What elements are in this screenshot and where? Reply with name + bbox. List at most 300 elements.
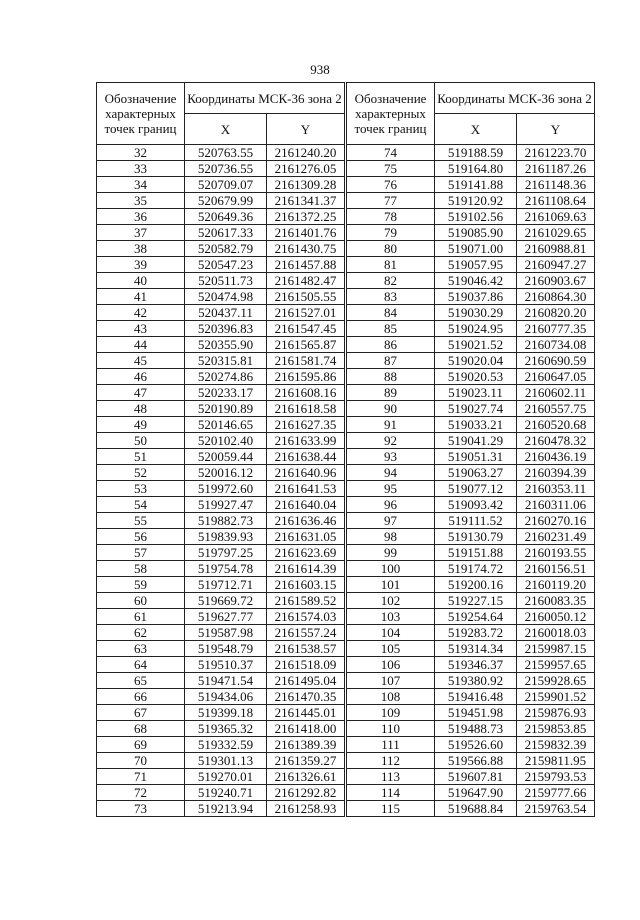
y-coordinate-cell: 2160520.68 (517, 417, 595, 433)
y-coordinate-cell: 2160864.30 (517, 289, 595, 305)
y-coordinate-cell: 2159832.39 (517, 737, 595, 753)
x-coordinate-cell: 520679.99 (185, 193, 267, 209)
table-row (347, 273, 595, 289)
table-row (97, 689, 345, 705)
x-coordinate-cell: 519037.86 (435, 289, 517, 305)
x-coordinate-cell: 519151.88 (435, 545, 517, 561)
x-coordinate-cell: 519200.16 (435, 577, 517, 593)
point-number-cell: 88 (347, 369, 435, 385)
x-coordinate-cell: 519164.80 (435, 161, 517, 177)
point-number-cell: 46 (97, 369, 185, 385)
x-coordinate-cell: 519607.81 (435, 769, 517, 785)
point-number-cell: 66 (97, 689, 185, 705)
y-coordinate-cell: 2161276.05 (267, 161, 345, 177)
point-number-cell: 105 (347, 641, 435, 657)
x-coordinate-cell: 519434.06 (185, 689, 267, 705)
point-number-cell: 50 (97, 433, 185, 449)
x-coordinate-cell: 519141.88 (435, 177, 517, 193)
x-coordinate-cell: 519669.72 (185, 593, 267, 609)
table-row (97, 657, 345, 673)
table-row (347, 449, 595, 465)
y-coordinate-cell: 2160119.20 (517, 577, 595, 593)
y-coordinate-cell: 2161641.53 (267, 481, 345, 497)
point-number-cell: 65 (97, 673, 185, 689)
table-row (97, 481, 345, 497)
point-number-cell: 95 (347, 481, 435, 497)
coordinates-header: Координаты МСК-36 зона 2 (435, 83, 595, 114)
point-number-cell: 42 (97, 305, 185, 321)
point-number-cell: 85 (347, 321, 435, 337)
y-coordinate-cell: 2159763.54 (517, 801, 595, 817)
table-row (347, 369, 595, 385)
table-row (347, 625, 595, 641)
y-coordinate-cell: 2160602.11 (517, 385, 595, 401)
y-coordinate-cell: 2159853.85 (517, 721, 595, 737)
point-number-cell: 37 (97, 225, 185, 241)
point-number-cell: 86 (347, 337, 435, 353)
point-number-cell: 98 (347, 529, 435, 545)
point-number-cell: 43 (97, 321, 185, 337)
point-number-cell: 67 (97, 705, 185, 721)
point-number-cell: 53 (97, 481, 185, 497)
y-coordinate-cell: 2161470.35 (267, 689, 345, 705)
table-row (347, 529, 595, 545)
y-coordinate-cell: 2161595.86 (267, 369, 345, 385)
point-number-cell: 81 (347, 257, 435, 273)
point-number-cell: 84 (347, 305, 435, 321)
y-coordinate-cell: 2161589.52 (267, 593, 345, 609)
table-row (97, 625, 345, 641)
point-number-cell: 39 (97, 257, 185, 273)
x-coordinate-cell: 519213.94 (185, 801, 267, 817)
table-row (347, 305, 595, 321)
table-body-left (97, 145, 345, 817)
point-number-cell: 71 (97, 769, 185, 785)
table-row (97, 785, 345, 801)
y-coordinate-cell: 2161401.76 (267, 225, 345, 241)
x-coordinate-cell: 519488.73 (435, 721, 517, 737)
point-number-cell: 49 (97, 417, 185, 433)
y-coordinate-cell: 2161631.05 (267, 529, 345, 545)
table-row (347, 577, 595, 593)
y-coordinate-cell: 2160947.27 (517, 257, 595, 273)
point-number-cell: 74 (347, 145, 435, 161)
y-coordinate-cell: 2159928.65 (517, 673, 595, 689)
table-row (347, 609, 595, 625)
y-coordinate-cell: 2161341.37 (267, 193, 345, 209)
table-row (347, 497, 595, 513)
point-number-cell: 69 (97, 737, 185, 753)
x-coordinate-cell: 519283.72 (435, 625, 517, 641)
y-coordinate-cell: 2160647.05 (517, 369, 595, 385)
y-coordinate-cell: 2161309.28 (267, 177, 345, 193)
table-row (97, 321, 345, 337)
point-designation-header: Обозначение характерных точек границ (97, 83, 185, 145)
y-coordinate-cell: 2161538.57 (267, 641, 345, 657)
x-coordinate-cell: 519647.90 (435, 785, 517, 801)
x-coordinate-cell: 519174.72 (435, 561, 517, 577)
x-coordinate-cell: 519314.34 (435, 641, 517, 657)
y-coordinate-cell: 2161418.00 (267, 721, 345, 737)
table-row (97, 337, 345, 353)
x-coordinate-cell: 519270.01 (185, 769, 267, 785)
x-coordinate-cell: 519380.92 (435, 673, 517, 689)
x-coordinate-cell: 519120.92 (435, 193, 517, 209)
coordinates-table-left (96, 82, 345, 817)
y-coordinate-cell: 2161557.24 (267, 625, 345, 641)
x-coordinate-cell: 519046.42 (435, 273, 517, 289)
y-coordinate-cell: 2160557.75 (517, 401, 595, 417)
x-coordinate-cell: 519020.04 (435, 353, 517, 369)
point-number-cell: 109 (347, 705, 435, 721)
y-coordinate-cell: 2161482.47 (267, 273, 345, 289)
point-number-cell: 76 (347, 177, 435, 193)
x-coordinate-cell: 519301.13 (185, 753, 267, 769)
y-coordinate-cell: 2160311.06 (517, 497, 595, 513)
y-coordinate-cell: 2161445.01 (267, 705, 345, 721)
x-coordinate-cell: 519023.11 (435, 385, 517, 401)
point-number-cell: 59 (97, 577, 185, 593)
point-number-cell: 82 (347, 273, 435, 289)
x-coordinate-cell: 519240.71 (185, 785, 267, 801)
point-number-cell: 102 (347, 593, 435, 609)
table-row (347, 401, 595, 417)
point-number-cell: 41 (97, 289, 185, 305)
point-number-cell: 40 (97, 273, 185, 289)
x-coordinate-cell: 520582.79 (185, 241, 267, 257)
x-coordinate-cell: 519688.84 (435, 801, 517, 817)
table-row (97, 289, 345, 305)
point-number-cell: 114 (347, 785, 435, 801)
x-coordinate-cell: 519093.42 (435, 497, 517, 513)
table-row (97, 609, 345, 625)
point-number-cell: 97 (347, 513, 435, 529)
table-row (97, 177, 345, 193)
table-row (347, 257, 595, 273)
y-coordinate-cell: 2161240.20 (267, 145, 345, 161)
y-coordinate-cell: 2161292.82 (267, 785, 345, 801)
y-coordinate-cell: 2160436.19 (517, 449, 595, 465)
table-row (97, 801, 345, 817)
table-row (347, 337, 595, 353)
x-coordinate-cell: 519712.71 (185, 577, 267, 593)
table-row (97, 145, 345, 161)
table-row (97, 705, 345, 721)
x-coordinate-cell: 520315.81 (185, 353, 267, 369)
point-number-cell: 112 (347, 753, 435, 769)
table-row (97, 545, 345, 561)
point-number-cell: 35 (97, 193, 185, 209)
y-coordinate-cell: 2161389.39 (267, 737, 345, 753)
x-coordinate-cell: 519416.48 (435, 689, 517, 705)
x-coordinate-cell: 519839.93 (185, 529, 267, 545)
x-coordinate-cell: 519130.79 (435, 529, 517, 545)
x-coordinate-cell: 520396.83 (185, 321, 267, 337)
x-coordinate-cell: 520474.98 (185, 289, 267, 305)
table-row (97, 449, 345, 465)
x-header: X (435, 114, 517, 145)
point-number-cell: 92 (347, 433, 435, 449)
y-coordinate-cell: 2160353.11 (517, 481, 595, 497)
point-number-cell: 58 (97, 561, 185, 577)
x-coordinate-cell: 519627.77 (185, 609, 267, 625)
y-coordinate-cell: 2159957.65 (517, 657, 595, 673)
y-coordinate-cell: 2160018.03 (517, 625, 595, 641)
point-number-cell: 101 (347, 577, 435, 593)
y-coordinate-cell: 2159777.66 (517, 785, 595, 801)
x-coordinate-cell: 519471.54 (185, 673, 267, 689)
x-coordinate-cell: 519024.95 (435, 321, 517, 337)
x-coordinate-cell: 519526.60 (435, 737, 517, 753)
table-row (347, 593, 595, 609)
x-coordinate-cell: 520190.89 (185, 401, 267, 417)
point-number-cell: 110 (347, 721, 435, 737)
x-coordinate-cell: 519071.00 (435, 241, 517, 257)
y-coordinate-cell: 2161640.04 (267, 497, 345, 513)
point-number-cell: 70 (97, 753, 185, 769)
table-row (347, 513, 595, 529)
y-coordinate-cell: 2161505.55 (267, 289, 345, 305)
point-number-cell: 104 (347, 625, 435, 641)
table-row (347, 785, 595, 801)
y-coordinate-cell: 2161603.15 (267, 577, 345, 593)
point-number-cell: 91 (347, 417, 435, 433)
point-number-cell: 96 (347, 497, 435, 513)
coordinates-table-right (346, 82, 595, 817)
table-row (347, 353, 595, 369)
table-row (347, 417, 595, 433)
point-number-cell: 115 (347, 801, 435, 817)
table-row (97, 513, 345, 529)
y-header: Y (517, 114, 595, 145)
table-row (97, 529, 345, 545)
table-row (347, 465, 595, 481)
table-row (97, 161, 345, 177)
point-number-cell: 75 (347, 161, 435, 177)
point-number-cell: 94 (347, 465, 435, 481)
y-coordinate-cell: 2159901.52 (517, 689, 595, 705)
x-coordinate-cell: 520102.40 (185, 433, 267, 449)
point-number-cell: 80 (347, 241, 435, 257)
y-coordinate-cell: 2160690.59 (517, 353, 595, 369)
y-coordinate-cell: 2161633.99 (267, 433, 345, 449)
y-coordinate-cell: 2161608.16 (267, 385, 345, 401)
table-row (347, 721, 595, 737)
point-number-cell: 64 (97, 657, 185, 673)
table-row (97, 353, 345, 369)
x-coordinate-cell: 519548.79 (185, 641, 267, 657)
point-number-cell: 52 (97, 465, 185, 481)
point-number-cell: 78 (347, 209, 435, 225)
table-row (97, 561, 345, 577)
y-coordinate-cell: 2161614.39 (267, 561, 345, 577)
y-coordinate-cell: 2161618.58 (267, 401, 345, 417)
table-row (97, 417, 345, 433)
table-row (97, 193, 345, 209)
y-coordinate-cell: 2159876.93 (517, 705, 595, 721)
table-row (347, 545, 595, 561)
y-coordinate-cell: 2159987.15 (517, 641, 595, 657)
x-coordinate-cell: 519882.73 (185, 513, 267, 529)
x-coordinate-cell: 519346.37 (435, 657, 517, 673)
y-coordinate-cell: 2161029.65 (517, 225, 595, 241)
table-row (97, 593, 345, 609)
table-row (97, 209, 345, 225)
x-coordinate-cell: 519510.37 (185, 657, 267, 673)
table-row (347, 209, 595, 225)
x-coordinate-cell: 519051.31 (435, 449, 517, 465)
table-row (97, 401, 345, 417)
y-coordinate-cell: 2161623.69 (267, 545, 345, 561)
y-coordinate-cell: 2161372.25 (267, 209, 345, 225)
y-coordinate-cell: 2160903.67 (517, 273, 595, 289)
x-coordinate-cell: 519020.53 (435, 369, 517, 385)
y-coordinate-cell: 2160083.35 (517, 593, 595, 609)
y-coordinate-cell: 2161187.26 (517, 161, 595, 177)
point-number-cell: 44 (97, 337, 185, 353)
point-number-cell: 36 (97, 209, 185, 225)
point-number-cell: 113 (347, 769, 435, 785)
point-number-cell: 54 (97, 497, 185, 513)
y-coordinate-cell: 2161069.63 (517, 209, 595, 225)
table-row (97, 257, 345, 273)
x-coordinate-cell: 520649.36 (185, 209, 267, 225)
table-row (97, 225, 345, 241)
y-coordinate-cell: 2161581.74 (267, 353, 345, 369)
y-coordinate-cell: 2160478.32 (517, 433, 595, 449)
y-coordinate-cell: 2161636.46 (267, 513, 345, 529)
table-body-right (347, 145, 595, 817)
x-coordinate-cell: 520233.17 (185, 385, 267, 401)
table-row (97, 753, 345, 769)
x-coordinate-cell: 519365.32 (185, 721, 267, 737)
point-number-cell: 79 (347, 225, 435, 241)
y-coordinate-cell: 2160777.35 (517, 321, 595, 337)
table-row (97, 305, 345, 321)
x-coordinate-cell: 520511.73 (185, 273, 267, 289)
table-row (347, 673, 595, 689)
y-coordinate-cell: 2161574.03 (267, 609, 345, 625)
x-coordinate-cell: 519797.25 (185, 545, 267, 561)
point-number-cell: 107 (347, 673, 435, 689)
y-coordinate-cell: 2160050.12 (517, 609, 595, 625)
table-row (347, 641, 595, 657)
point-number-cell: 93 (347, 449, 435, 465)
x-coordinate-cell: 520736.55 (185, 161, 267, 177)
x-coordinate-cell: 519057.95 (435, 257, 517, 273)
point-number-cell: 90 (347, 401, 435, 417)
table-row (97, 385, 345, 401)
table-row (97, 673, 345, 689)
table-row (347, 177, 595, 193)
x-coordinate-cell: 519332.59 (185, 737, 267, 753)
point-number-cell: 89 (347, 385, 435, 401)
x-coordinate-cell: 519227.15 (435, 593, 517, 609)
point-number-cell: 106 (347, 657, 435, 673)
table-row (347, 225, 595, 241)
y-coordinate-cell: 2159793.53 (517, 769, 595, 785)
x-coordinate-cell: 519041.29 (435, 433, 517, 449)
y-coordinate-cell: 2161495.04 (267, 673, 345, 689)
y-coordinate-cell: 2160394.39 (517, 465, 595, 481)
table-row (347, 321, 595, 337)
point-number-cell: 33 (97, 161, 185, 177)
table-row (97, 433, 345, 449)
point-number-cell: 56 (97, 529, 185, 545)
x-coordinate-cell: 519102.56 (435, 209, 517, 225)
x-coordinate-cell: 520763.55 (185, 145, 267, 161)
y-coordinate-cell: 2161148.36 (517, 177, 595, 193)
y-coordinate-cell: 2159811.95 (517, 753, 595, 769)
point-number-cell: 103 (347, 609, 435, 625)
y-coordinate-cell: 2160820.20 (517, 305, 595, 321)
point-number-cell: 60 (97, 593, 185, 609)
table-row (347, 145, 595, 161)
point-number-cell: 34 (97, 177, 185, 193)
point-number-cell: 100 (347, 561, 435, 577)
table-row (97, 369, 345, 385)
y-coordinate-cell: 2161518.09 (267, 657, 345, 673)
y-coordinate-cell: 2161430.75 (267, 241, 345, 257)
table-row (347, 737, 595, 753)
y-coordinate-cell: 2161627.35 (267, 417, 345, 433)
x-coordinate-cell: 520709.07 (185, 177, 267, 193)
table-row (97, 769, 345, 785)
x-coordinate-cell: 519399.18 (185, 705, 267, 721)
table-row (97, 737, 345, 753)
point-number-cell: 51 (97, 449, 185, 465)
point-designation-header: Обозначение характерных точек границ (347, 83, 435, 145)
x-coordinate-cell: 519027.74 (435, 401, 517, 417)
x-coordinate-cell: 520059.44 (185, 449, 267, 465)
y-coordinate-cell: 2161326.61 (267, 769, 345, 785)
point-number-cell: 99 (347, 545, 435, 561)
x-coordinate-cell: 519030.29 (435, 305, 517, 321)
table-row (347, 801, 595, 817)
point-number-cell: 108 (347, 689, 435, 705)
x-coordinate-cell: 519033.21 (435, 417, 517, 433)
y-coordinate-cell: 2161258.93 (267, 801, 345, 817)
y-coordinate-cell: 2161359.27 (267, 753, 345, 769)
table-row (97, 641, 345, 657)
x-coordinate-cell: 519254.64 (435, 609, 517, 625)
table-row (347, 193, 595, 209)
table-row (347, 241, 595, 257)
page-number: 938 (310, 62, 330, 77)
table-row (347, 689, 595, 705)
y-coordinate-cell: 2160156.51 (517, 561, 595, 577)
point-number-cell: 68 (97, 721, 185, 737)
point-number-cell: 87 (347, 353, 435, 369)
x-coordinate-cell: 519927.47 (185, 497, 267, 513)
x-coordinate-cell: 519188.59 (435, 145, 517, 161)
table-row (347, 769, 595, 785)
coordinates-header: Координаты МСК-36 зона 2 (185, 83, 345, 114)
table-row (97, 497, 345, 513)
x-coordinate-cell: 520547.23 (185, 257, 267, 273)
y-coordinate-cell: 2160231.49 (517, 529, 595, 545)
x-coordinate-cell: 519077.12 (435, 481, 517, 497)
y-coordinate-cell: 2161527.01 (267, 305, 345, 321)
point-number-cell: 83 (347, 289, 435, 305)
y-coordinate-cell: 2161638.44 (267, 449, 345, 465)
point-number-cell: 111 (347, 737, 435, 753)
x-coordinate-cell: 519451.98 (435, 705, 517, 721)
table-row (97, 721, 345, 737)
table-row (347, 657, 595, 673)
y-coordinate-cell: 2160988.81 (517, 241, 595, 257)
x-coordinate-cell: 520437.11 (185, 305, 267, 321)
